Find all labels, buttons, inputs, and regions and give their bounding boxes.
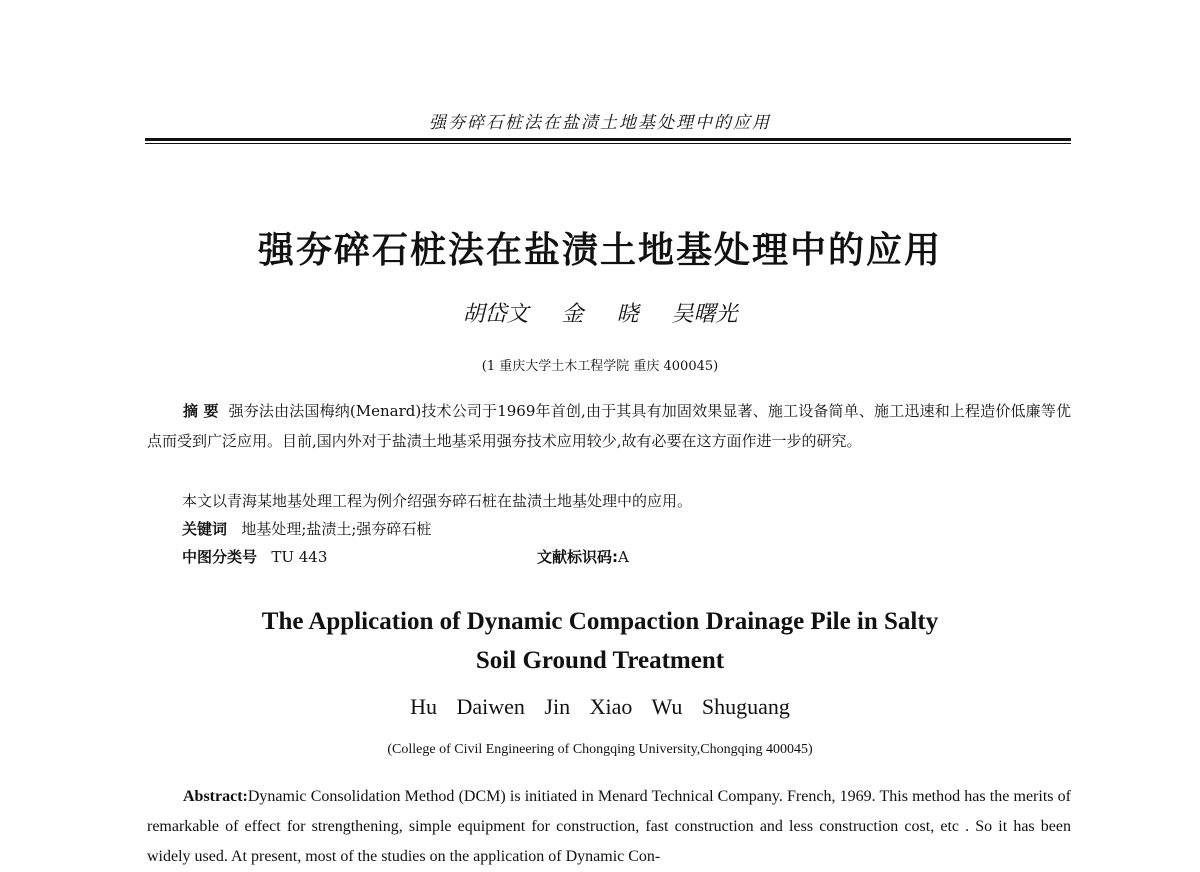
- abstract-chinese-text: 强夯法由法国梅纳(Menard)技术公司于1969年首创,由于其具有加固效果显著、施工设备简单、施工迅速和上程造价低廉等优点而受到广泛应用。目前,国内外对于盐渍土地基采用强夯技术应用较少,故有必要在这方面作进一步的研究。: [147, 402, 1071, 450]
- title-chinese: 强夯碎石桩法在盐渍土地基处理中的应用: [257, 230, 942, 271]
- document-code-label: 文献标识码:: [537, 548, 618, 566]
- classification-value: TU 443: [271, 548, 328, 566]
- document-code-value: A: [618, 548, 629, 566]
- abstract-chinese: [147, 396, 1071, 456]
- document-code: [537, 542, 629, 572]
- affiliation-chinese: (1 重庆大学土木工程学院 重庆 400045): [481, 359, 719, 374]
- abstract-chinese-label: 摘 要: [183, 402, 219, 420]
- title-english-line-2: Soil Ground Treatment: [475, 647, 725, 674]
- running-head: 强夯碎石桩法在盐渍土地基处理中的应用: [429, 113, 771, 133]
- affiliation-english: (College of Civil Engineering of Chongqing University,Chongqing 400045): [387, 742, 813, 757]
- authors-chinese: 胡岱文 金 晓 吴曙光: [462, 302, 738, 327]
- title-english: [0, 602, 1200, 680]
- header-rule-thin: [145, 143, 1071, 144]
- keywords-line: [182, 514, 431, 544]
- keywords-label: 关键词: [182, 520, 228, 538]
- authors-english: Hu Daiwen Jin Xiao Wu Shuguang: [410, 694, 790, 719]
- keywords-text: 地基处理;盐渍土;强夯碎石桩: [241, 520, 432, 538]
- abstract-chinese-second-paragraph: 本文以青海某地基处理工程为例介绍强夯碎石桩在盐渍土地基处理中的应用。: [182, 492, 693, 510]
- classification-line: [182, 542, 882, 572]
- header-rule-thick: [145, 138, 1071, 141]
- abstract-english-text: Dynamic Consolidation Method (DCM) is initiated in Menard Technical Company. French, 1969. This method has the merits of remarkable of effect for strengthening, simple equipment for construction, fast construction and less construction cost, etc . So it has been widely used. At present, most of the studies on the application of Dynamic Con-: [147, 788, 1071, 865]
- classification-label: 中图分类号: [182, 548, 258, 566]
- title-english-line-1: The Application of Dynamic Compaction Drainage Pile in Salty: [261, 608, 939, 635]
- abstract-english: [147, 782, 1071, 872]
- abstract-english-label: Abstract:: [183, 788, 248, 805]
